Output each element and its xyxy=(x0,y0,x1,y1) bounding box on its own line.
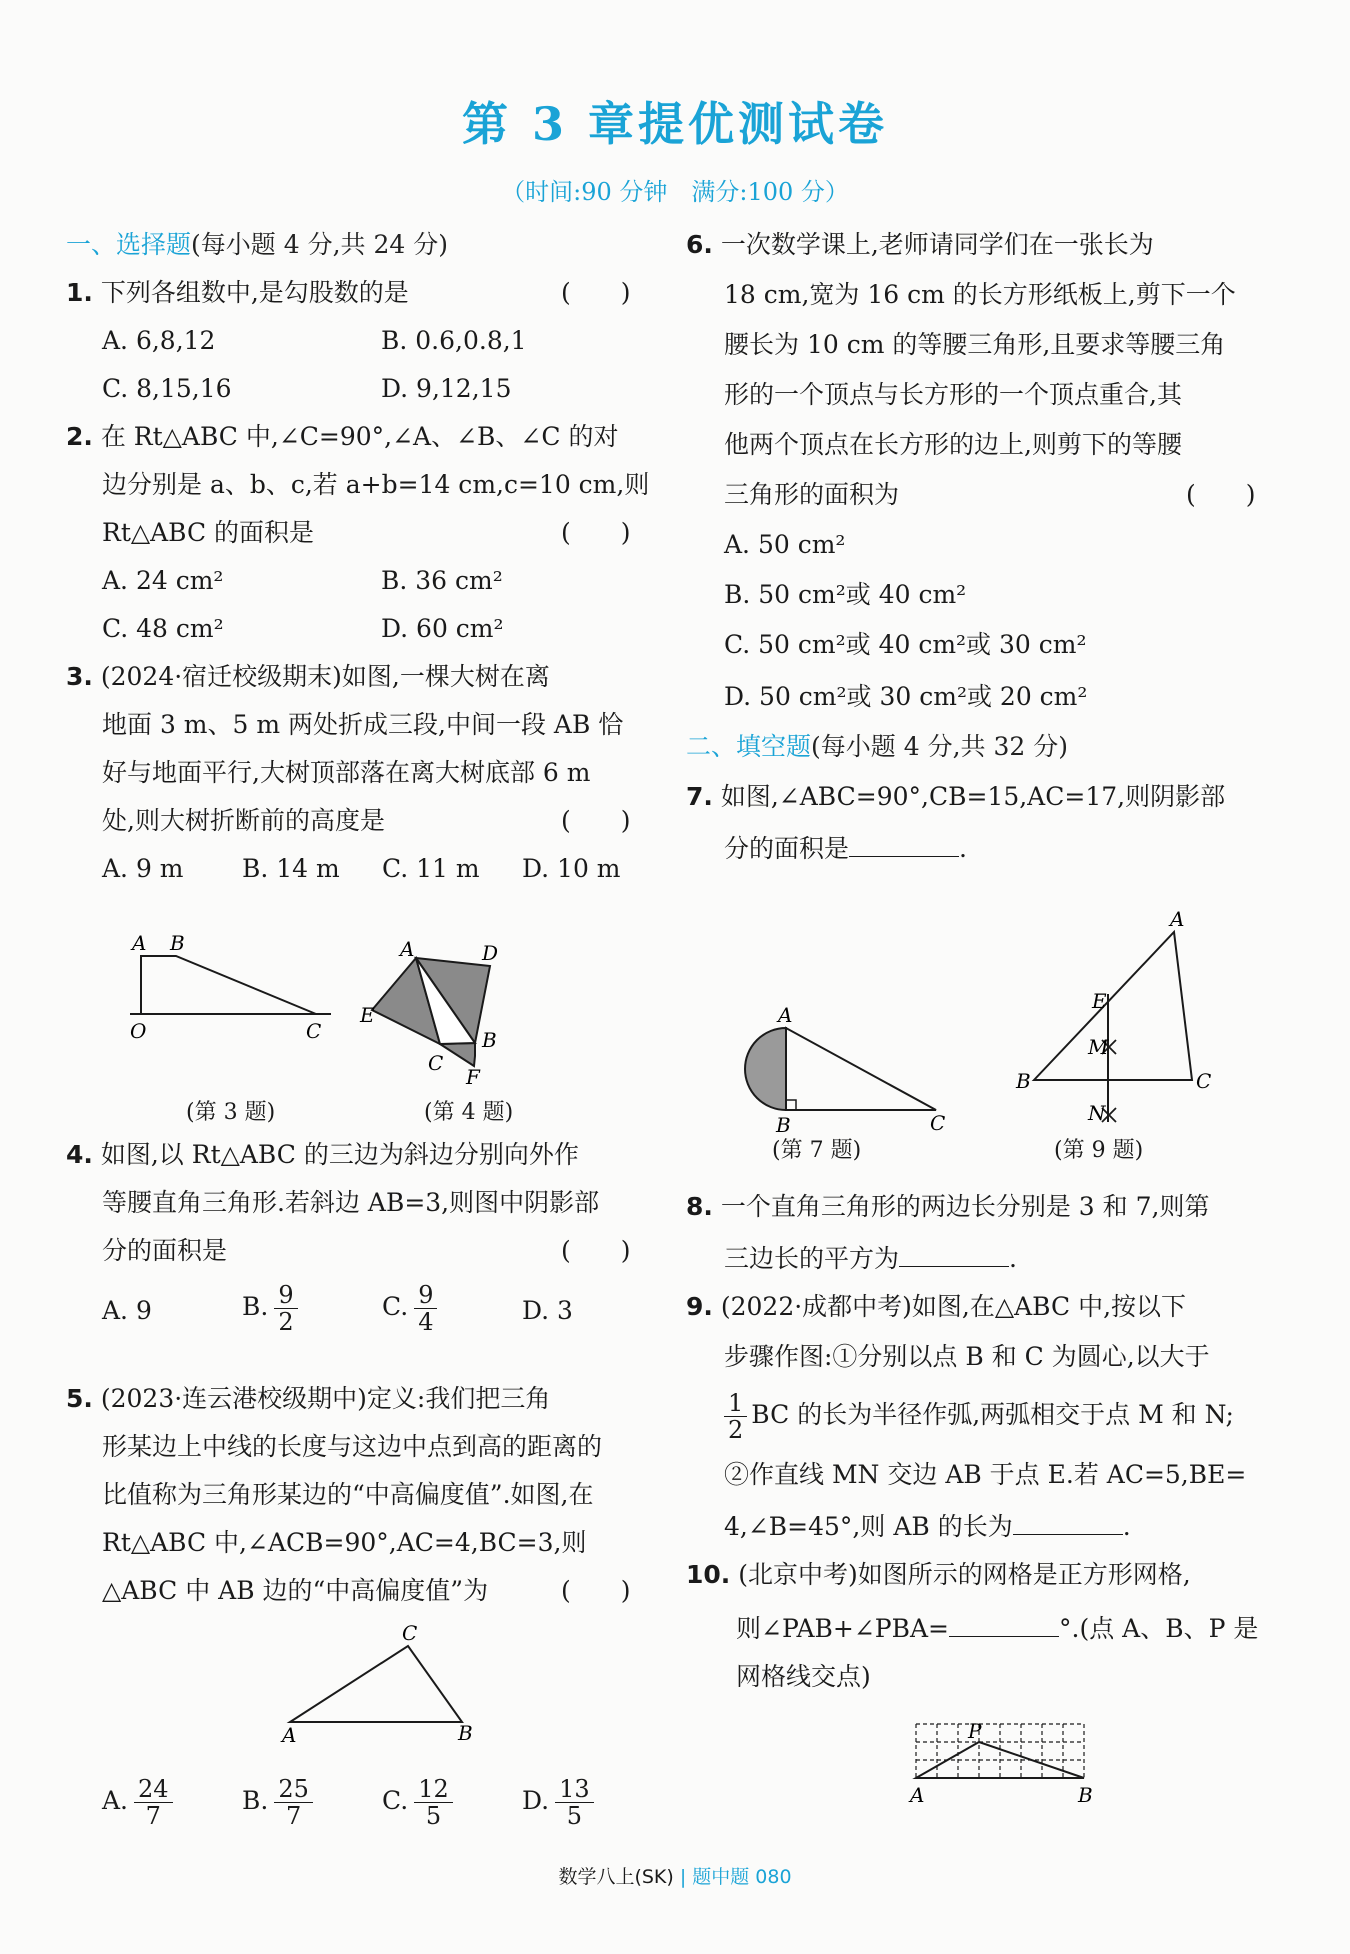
q7-end: . xyxy=(959,834,967,863)
fig5-triangle xyxy=(290,1646,462,1722)
q6-line-3: 腰长为 10 cm 的等腰三角形,且要求等腰三角 xyxy=(724,330,1226,359)
q5-option-c-fraction xyxy=(414,1776,453,1829)
q5-answer-paren: ( ) xyxy=(561,1576,631,1605)
q9-frac-num: 1 xyxy=(724,1390,747,1417)
section1-label: 一、选择题 xyxy=(66,230,192,259)
q5-c-num: 12 xyxy=(414,1776,453,1803)
q7-text-2: 分的面积是 xyxy=(724,834,850,863)
fig3-label-a: A xyxy=(132,931,147,955)
fig4-label-e: E xyxy=(360,1003,375,1027)
fig10-label-a: A xyxy=(910,1783,925,1807)
q4-number: 4. xyxy=(66,1140,93,1169)
q5-b-den: 7 xyxy=(285,1802,302,1830)
q3-option-d: D. 10 m xyxy=(522,854,621,883)
section1-heading xyxy=(66,230,448,260)
fig4-label-c: C xyxy=(428,1051,444,1075)
q3-answer-paren: ( ) xyxy=(561,806,631,835)
q2-number: 2. xyxy=(66,422,93,451)
q4-option-b-fraction xyxy=(274,1282,297,1335)
q5-line-4: Rt△ABC 中,∠ACB=90°,AC=4,BC=3,则 xyxy=(102,1528,587,1557)
q9-end: . xyxy=(1122,1512,1131,1541)
fig4-label-b: B xyxy=(482,1028,497,1052)
q3-line-2: 地面 3 m、5 m 两处折成三段,中间一段 AB 恰 xyxy=(102,710,624,739)
fig3-label-o: O xyxy=(130,1019,147,1043)
q1-option-c: C. 8,15,16 xyxy=(102,374,232,403)
q9-line-2: 步骤作图:①分别以点 B 和 C 为圆心,以大于 xyxy=(724,1342,1210,1371)
q7-line-1 xyxy=(686,782,1225,812)
fig4-label-f: F xyxy=(466,1065,480,1089)
footer-separator-icon: | xyxy=(679,1866,687,1888)
page-title: 第 3 章提优测试卷 xyxy=(461,97,889,151)
q10-text-2a: 则∠PAB+∠PBA= xyxy=(736,1614,949,1643)
fig7-triangle xyxy=(786,1028,936,1110)
q9-text-3: BC 的长为半径作弧,两弧相交于点 M 和 N; xyxy=(751,1400,1234,1429)
q1-answer-paren: ( ) xyxy=(561,278,631,307)
q3-line-3: 好与地面平行,大树顶部落在离大树底部 6 m xyxy=(102,758,591,787)
q7-answer-blank[interactable] xyxy=(849,832,959,857)
q5-option-d-label: D. xyxy=(522,1786,550,1815)
fig5-label-a: A xyxy=(282,1723,297,1747)
q9-line-1 xyxy=(686,1292,1186,1322)
q6-line-2: 18 cm,宽为 16 cm 的长方形纸板上,剪下一个 xyxy=(724,280,1236,309)
q9-frac-den: 2 xyxy=(728,1416,744,1444)
q6-option-b: B. 50 cm²或 40 cm² xyxy=(724,580,967,609)
q4-option-b xyxy=(242,1282,298,1335)
q5-c-den: 5 xyxy=(425,1802,442,1830)
q5-option-b-label: B. xyxy=(242,1786,269,1815)
q5-d-num: 13 xyxy=(555,1776,594,1803)
section1-note: (每小题 4 分,共 24 分) xyxy=(191,230,448,259)
q3-text-1: (2024·宿迁校级期末)如图,一棵大树在离 xyxy=(100,662,550,691)
page-subtitle: （时间:90 分钟 满分:100 分） xyxy=(501,178,849,206)
q5-a-den: 7 xyxy=(145,1802,161,1830)
q5-b-num: 25 xyxy=(274,1776,313,1803)
fig7-shaded-semicircle xyxy=(745,1028,786,1110)
q2-option-b: B. 36 cm² xyxy=(381,566,503,595)
fig7-label-c: C xyxy=(930,1111,946,1135)
fig10-label-b: B xyxy=(1078,1783,1093,1807)
fig9-label-b: B xyxy=(1016,1069,1031,1093)
q10-answer-blank[interactable] xyxy=(949,1612,1059,1637)
footer-page-number: 080 xyxy=(755,1866,792,1888)
fig9-label-a: A xyxy=(1170,907,1185,931)
q6-line-4: 形的一个顶点与长方形的一个顶点重合,其 xyxy=(724,380,1182,409)
q6-option-c: C. 50 cm²或 40 cm²或 30 cm² xyxy=(724,630,1087,659)
fig3-label-b: B xyxy=(170,931,185,955)
q5-option-d xyxy=(522,1776,594,1829)
q5-option-c xyxy=(382,1776,453,1829)
q5-line-2: 形某边上中线的长度与这边中点到高的距离的 xyxy=(102,1432,603,1461)
fig7-caption: (第 7 题) xyxy=(772,1138,862,1163)
figure-q10 xyxy=(906,1720,1106,1836)
q2-line-2: 边分别是 a、b、c,若 a+b=14 cm,c=10 cm,则 xyxy=(102,470,650,499)
q10-number: 10. xyxy=(686,1560,731,1589)
q5-a-num: 24 xyxy=(134,1776,173,1803)
q6-option-a: A. 50 cm² xyxy=(724,530,846,559)
q10-line-2 xyxy=(736,1612,1258,1644)
q4-c-num: 9 xyxy=(414,1282,437,1309)
fig9-label-c: C xyxy=(1196,1069,1212,1093)
q10-text-1: (北京中考)如图所示的网格是正方形网格, xyxy=(738,1560,1191,1589)
fig7-right-angle xyxy=(786,1100,796,1110)
q9-text-1: (2022·成都中考)如图,在△ABC 中,按以下 xyxy=(720,1292,1187,1321)
q5-number: 5. xyxy=(66,1384,93,1413)
q4-c-den: 4 xyxy=(418,1308,434,1336)
fig4-label-d: D xyxy=(482,941,499,965)
q9-line-5 xyxy=(724,1510,1131,1542)
q4-b-den: 2 xyxy=(278,1308,294,1336)
q3-line-4: 处,则大树折断前的高度是 xyxy=(102,806,385,835)
q3-line-1 xyxy=(66,662,550,692)
q4-option-c xyxy=(382,1282,437,1335)
figure-q7 xyxy=(746,990,946,1137)
q8-end: . xyxy=(1009,1244,1017,1273)
q3-option-a: A. 9 m xyxy=(102,854,184,883)
q1-option-a: A. 6,8,12 xyxy=(102,326,216,355)
q10-text-2b: °.(点 A、B、P 是 xyxy=(1059,1614,1259,1643)
q8-line-1 xyxy=(686,1192,1209,1222)
q4-option-b-label: B. xyxy=(242,1292,269,1321)
q6-line-5: 他两个顶点在长方形的边上,则剪下的等腰 xyxy=(724,430,1182,459)
q4-option-c-label: C. xyxy=(382,1292,409,1321)
section2-heading xyxy=(686,732,1068,762)
footer-book: 数学八上(SK) xyxy=(558,1866,674,1888)
fig7-label-a: A xyxy=(778,1003,793,1027)
q7-text-1: 如图,∠ABC=90°,CB=15,AC=17,则阴影部 xyxy=(720,782,1226,811)
q8-answer-blank[interactable] xyxy=(899,1242,1009,1267)
q5-line-5: △ABC 中 AB 边的“中高偏度值”为 xyxy=(102,1576,489,1605)
fig9-triangle xyxy=(1034,932,1192,1080)
figure-q4 xyxy=(360,916,546,1089)
q4-line-2: 等腰直角三角形.若斜边 AB=3,则图中阴影部 xyxy=(102,1188,600,1217)
q4-option-a: A. 9 xyxy=(102,1296,152,1325)
q2-answer-paren: ( ) xyxy=(561,518,631,547)
fig3-caption: (第 3 题) xyxy=(186,1100,276,1125)
q3-number: 3. xyxy=(66,662,93,691)
fig5-label-b: B xyxy=(458,1721,473,1745)
figure-q5 xyxy=(276,1621,536,1747)
q2-option-a: A. 24 cm² xyxy=(102,566,224,595)
fig4-shade-bc xyxy=(440,1043,475,1066)
q3-option-b: B. 14 m xyxy=(242,854,340,883)
q4-b-num: 9 xyxy=(274,1282,297,1309)
q5-option-d-fraction xyxy=(555,1776,594,1829)
q2-text-1: 在 Rt△ABC 中,∠C=90°,∠A、∠B、∠C 的对 xyxy=(100,422,619,451)
q9-line-4: ②作直线 MN 交边 AB 于点 E.若 AC=5,BE= xyxy=(724,1460,1247,1489)
q5-option-b-fraction xyxy=(274,1776,313,1829)
q7-line-2 xyxy=(724,832,967,864)
q5-option-a xyxy=(102,1776,173,1829)
q5-d-den: 5 xyxy=(566,1802,583,1830)
q10-line-3: 网格线交点) xyxy=(736,1662,871,1691)
q4-line-3: 分的面积是 xyxy=(102,1236,228,1265)
q9-number: 9. xyxy=(686,1292,713,1321)
q8-text-1: 一个直角三角形的两边长分别是 3 和 7,则第 xyxy=(720,1192,1210,1221)
fig3-tree xyxy=(141,956,316,1014)
section2-note: (每小题 4 分,共 32 分) xyxy=(811,732,1068,761)
footer-series: 题中题 xyxy=(692,1866,750,1888)
q5-option-b xyxy=(242,1776,313,1829)
fig3-label-c: C xyxy=(306,1019,322,1043)
q4-option-d: D. 3 xyxy=(522,1296,573,1325)
q6-line-1 xyxy=(686,230,1154,260)
q6-answer-paren: ( ) xyxy=(1186,480,1256,509)
q8-line-2 xyxy=(724,1242,1017,1274)
q1-stem-line xyxy=(66,278,409,308)
q4-line-1 xyxy=(66,1140,579,1170)
q6-line-6: 三角形的面积为 xyxy=(724,480,900,509)
figure-q9 xyxy=(1006,898,1226,1128)
q5-option-a-label: A. xyxy=(102,1786,129,1815)
q5-line-3: 比值称为三角形某边的“中高偏度值”.如图,在 xyxy=(102,1480,594,1509)
q1-stem: 下列各组数中,是勾股数的是 xyxy=(100,278,409,307)
q2-line-3: Rt△ABC 的面积是 xyxy=(102,518,315,547)
section2-label: 二、填空题 xyxy=(686,732,812,761)
fig7-label-b: B xyxy=(776,1113,791,1137)
figure-q3 xyxy=(126,920,336,1050)
fig9-caption: (第 9 题) xyxy=(1054,1138,1144,1163)
q4-option-c-fraction xyxy=(414,1282,437,1335)
q9-answer-blank[interactable] xyxy=(1013,1510,1123,1535)
q8-text-2: 三边长的平方为 xyxy=(724,1244,900,1273)
q9-line-3 xyxy=(724,1390,1234,1443)
q7-number: 7. xyxy=(686,782,713,811)
fig4-label-a: A xyxy=(400,937,415,961)
q6-number: 6. xyxy=(686,230,713,259)
q1-option-b: B. 0.6,0.8,1 xyxy=(381,326,527,355)
q2-line-1 xyxy=(66,422,618,452)
page-footer xyxy=(0,1862,1350,1889)
q3-option-c: C. 11 m xyxy=(382,854,480,883)
q5-option-a-fraction xyxy=(134,1776,173,1829)
fig9-label-m: M xyxy=(1088,1035,1109,1059)
fig5-label-c: C xyxy=(402,1621,418,1645)
q1-option-d: D. 9,12,15 xyxy=(381,374,512,403)
q5-text-1: (2023·连云港校级期中)定义:我们把三角 xyxy=(100,1384,551,1413)
q1-number: 1. xyxy=(66,278,93,307)
q4-text-1: 如图,以 Rt△ABC 的三边为斜边分别向外作 xyxy=(100,1140,579,1169)
q5-line-1 xyxy=(66,1384,550,1414)
fig9-label-n: N xyxy=(1088,1101,1106,1125)
fig10-label-p: P xyxy=(968,1719,982,1743)
fig9-label-e: E xyxy=(1092,989,1107,1013)
q9-half-fraction xyxy=(724,1390,747,1443)
q6-option-d: D. 50 cm²或 30 cm²或 20 cm² xyxy=(724,682,1088,711)
q5-option-c-label: C. xyxy=(382,1786,409,1815)
q10-line-1 xyxy=(686,1560,1191,1590)
q4-answer-paren: ( ) xyxy=(561,1236,631,1265)
q8-number: 8. xyxy=(686,1192,713,1221)
fig4-caption: (第 4 题) xyxy=(424,1100,514,1125)
q9-text-5: 4,∠B=45°,则 AB 的长为 xyxy=(724,1512,1013,1541)
q6-text-1: 一次数学课上,老师请同学们在一张长为 xyxy=(720,230,1154,259)
q2-option-c: C. 48 cm² xyxy=(102,614,224,643)
q2-option-d: D. 60 cm² xyxy=(381,614,504,643)
